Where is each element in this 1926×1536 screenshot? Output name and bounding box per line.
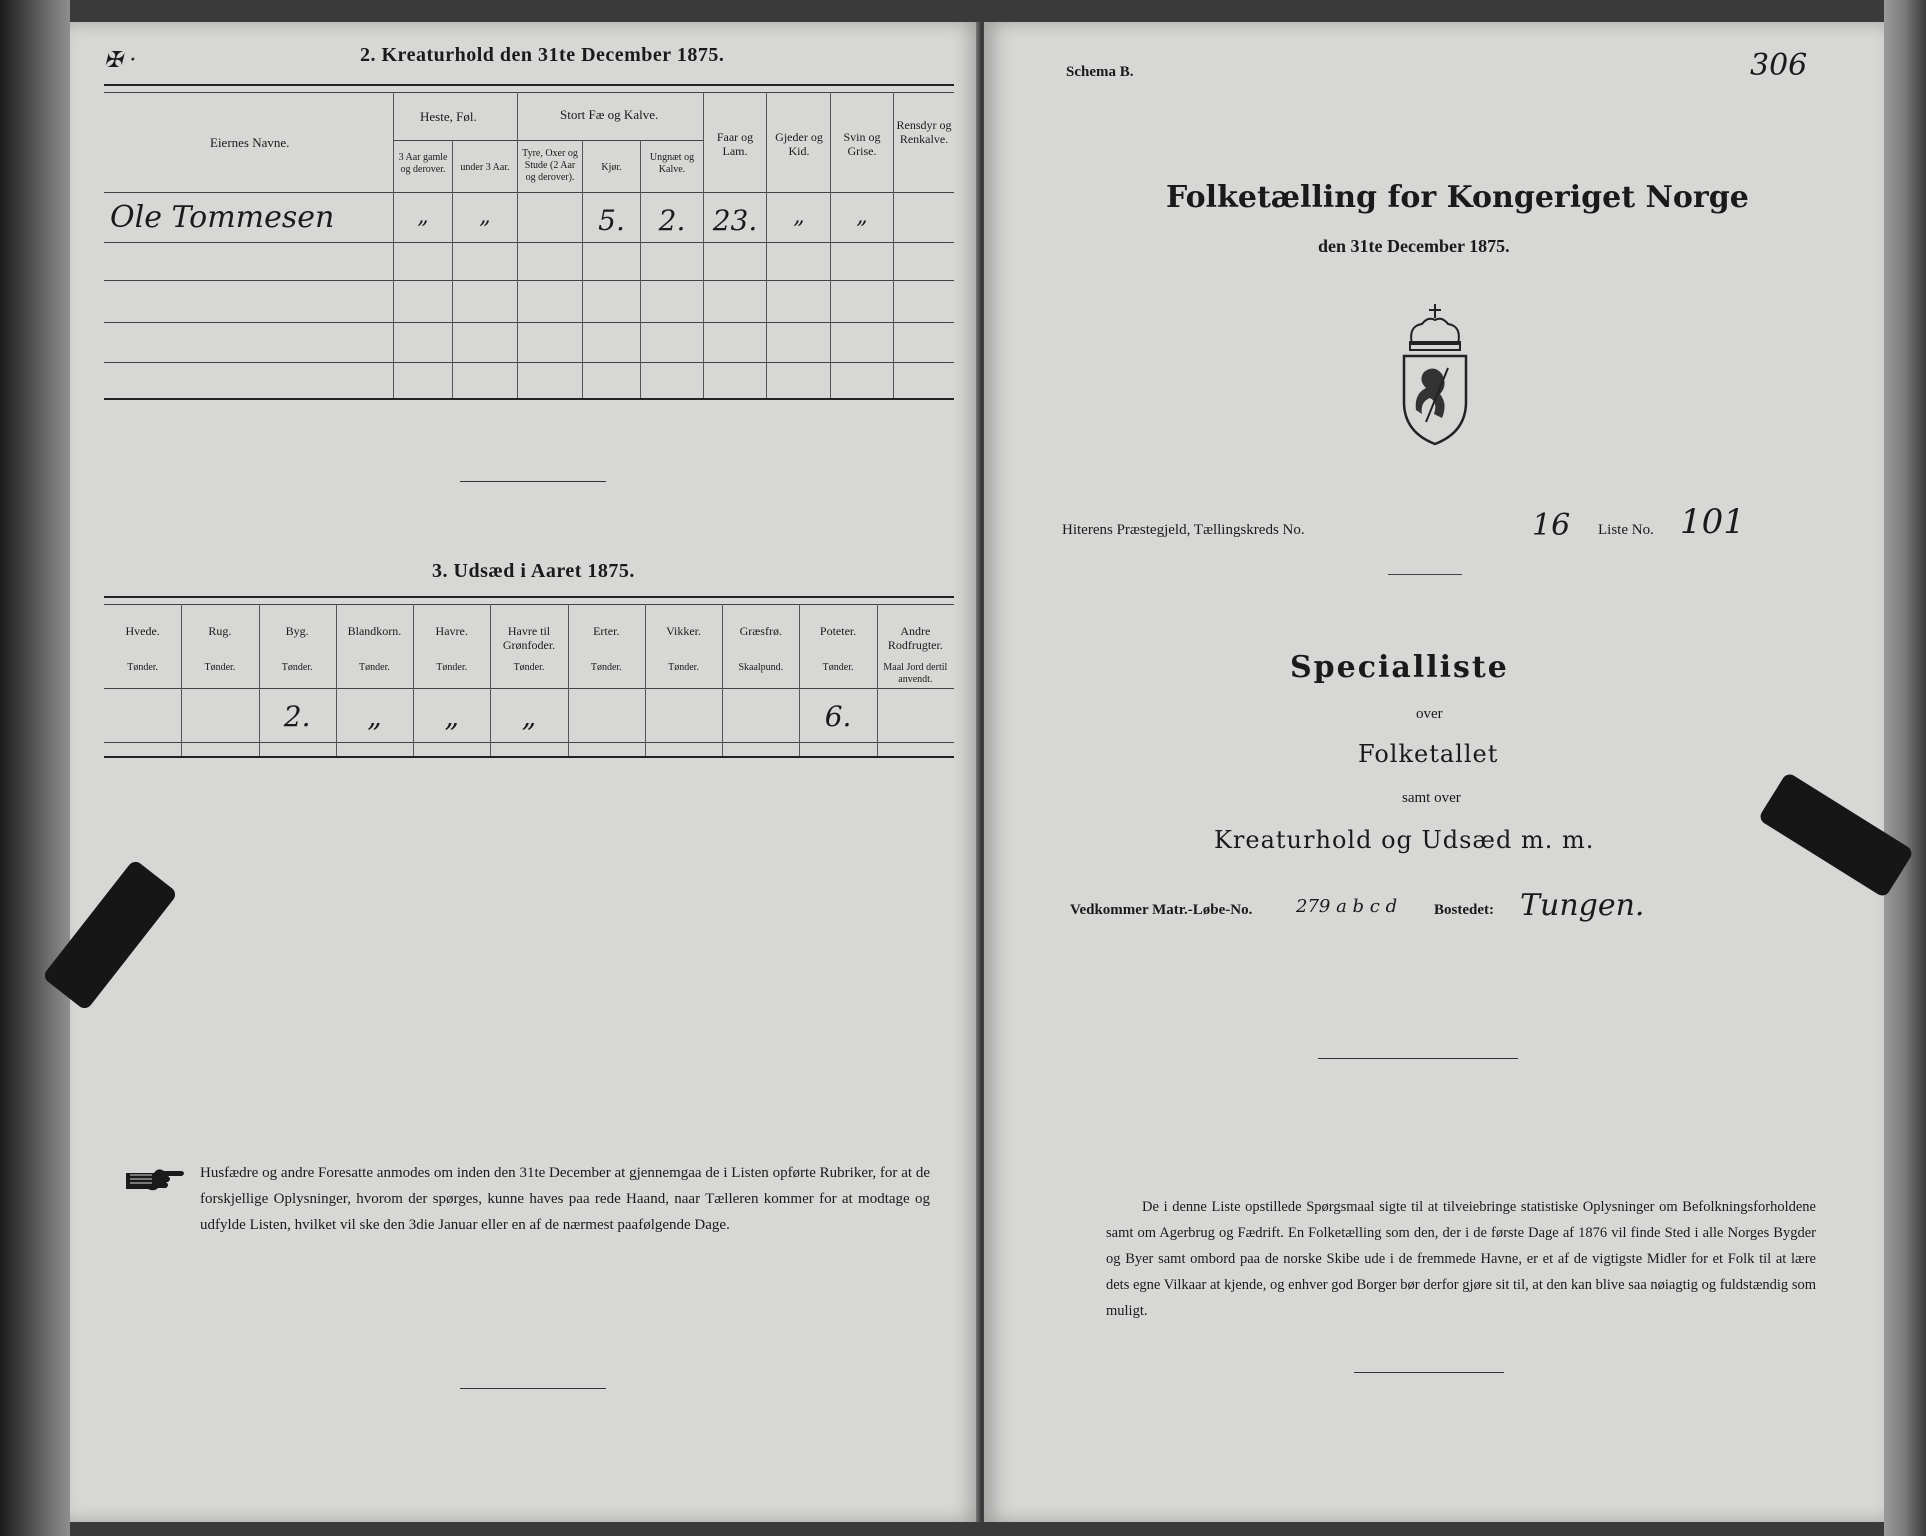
table3-top-rule-2 — [104, 604, 954, 605]
divider-right-3 — [1354, 1372, 1504, 1373]
udsaed-col-unit: Tønder. — [822, 662, 854, 673]
udsaed-col-unit: Tønder. — [359, 662, 390, 673]
table3-col-divider — [645, 604, 646, 756]
header-faar: Faar og Lam. — [716, 130, 754, 158]
header-rensdyr: Rensdyr og Renkalve. — [896, 118, 952, 146]
table2-col-divider — [640, 140, 641, 398]
table3-col-divider — [181, 604, 182, 756]
udsaed-cell: 6. — [824, 700, 852, 733]
pointing-hand-icon — [124, 1165, 186, 1193]
bosted-value: Tungen. — [1520, 888, 1645, 923]
udsaed-col-header: Erter. — [593, 624, 620, 638]
table3-col-divider — [336, 604, 337, 756]
page-number: 306 — [1750, 48, 1808, 83]
table2-row-rule — [104, 280, 954, 281]
divider-right-1 — [1388, 574, 1462, 575]
udsaed-col-header: Hvede. — [125, 624, 160, 638]
table2-col-divider — [393, 92, 394, 398]
table2-row-rule — [104, 362, 954, 363]
samt-over-label: samt over — [1402, 790, 1461, 806]
udsaed-cell: „ — [444, 700, 459, 733]
norway-coat-of-arms-icon — [1390, 302, 1480, 446]
table2-col-divider — [766, 92, 767, 398]
udsaed-col-unit: Tønder. — [204, 662, 236, 673]
table2-col-divider — [582, 140, 583, 398]
udsaed-col-header: Græsfrø. — [739, 624, 782, 638]
header-heste-under3: under 3 Aar. — [460, 162, 510, 173]
udsaed-cell: „ — [367, 700, 382, 733]
header-gjeder: Gjeder og Kid. — [775, 130, 823, 158]
table3-col-divider — [413, 604, 414, 756]
udsaed-col-unit: Tønder. — [281, 662, 313, 673]
sub-title: den 31te December 1875. — [1318, 236, 1510, 256]
divider-short-bottom — [460, 1388, 606, 1389]
liste-number: 101 — [1680, 502, 1745, 542]
divider-short — [460, 481, 606, 482]
udsaed-col-header: Rug. — [208, 624, 232, 638]
udsaed-col-unit: Tønder. — [127, 662, 159, 673]
table2-col-divider — [452, 140, 453, 398]
header-owner: Eiernes Navne. — [210, 135, 290, 150]
udsaed-col-header: Blandkorn. — [347, 624, 402, 638]
table2-row-rule — [104, 242, 954, 243]
matr-value: 279 a b c d — [1296, 896, 1398, 917]
header-heste: Heste, Føl. — [420, 109, 477, 124]
schema-label: Schema B. — [1066, 64, 1134, 80]
table2-col-divider — [703, 92, 704, 398]
heste-group-rule — [393, 140, 517, 141]
udsaed-col-header: Byg. — [285, 624, 309, 638]
udsaed-col-header: Vikker. — [666, 624, 702, 638]
section3-title: 3. Udsæd i Aaret 1875. — [432, 560, 635, 582]
header-heste-3aar: 3 Aar gamle og derover. — [398, 152, 448, 175]
header-storfe-tyre: Tyre, Oxer og Stude (2 Aar og derover). — [522, 148, 578, 183]
section2-title: 2. Kreaturhold den 31te December 1875. — [360, 44, 725, 66]
table3-bottom-rule — [104, 756, 954, 758]
udsaed-col-unit: Tønder. — [513, 662, 545, 673]
cell-gjeder: „ — [793, 204, 805, 229]
table2-top-rule — [104, 84, 954, 86]
table2-bottom-rule — [104, 398, 954, 400]
cell-storfe-kjor: 5. — [598, 204, 625, 237]
table3-row-rule — [104, 742, 954, 743]
header-storfe-ungnaet: Ungnæt og Kalve. — [649, 152, 695, 175]
udsaed-col-unit: Maal Jord dertil anvendt. — [883, 662, 948, 685]
table3-col-divider — [799, 604, 800, 756]
divider-right-2 — [1318, 1058, 1518, 1059]
table2-header-rule — [104, 192, 954, 193]
cell-storfe-ungnaet: 2. — [658, 204, 686, 237]
folketallet-label: Folketallet — [1358, 740, 1499, 768]
matr-label: Vedkommer Matr.-Løbe-No. — [1070, 902, 1253, 918]
table3-col-divider — [877, 604, 878, 756]
left-page — [70, 22, 980, 1522]
cell-heste-under3: „ — [479, 204, 491, 229]
table2-col-divider — [893, 92, 894, 398]
udsaed-col-unit: Skaalpund. — [738, 662, 784, 673]
udsaed-cell: 2. — [283, 700, 311, 733]
udsaed-col-unit: Tønder. — [590, 662, 622, 673]
cell-svin: „ — [856, 204, 868, 229]
book-edge-right — [1884, 0, 1926, 1536]
header-storfe-kjor: Kjør. — [601, 162, 622, 173]
book-edge-left — [0, 0, 70, 1536]
owner-name: Ole Tommesen — [110, 200, 335, 235]
udsaed-col-header: Poteter. — [819, 624, 857, 638]
main-title: Folketælling for Kongeriget Norge — [1166, 180, 1749, 215]
udsaed-cell: „ — [521, 700, 537, 733]
table2-row-rule — [104, 322, 954, 323]
cell-heste-3aar: „ — [417, 204, 429, 229]
table2-col-divider — [517, 92, 518, 398]
liste-label: Liste No. — [1598, 522, 1654, 538]
table3-top-rule — [104, 596, 954, 598]
table3-header-rule — [104, 688, 954, 689]
cell-faar: 23. — [712, 204, 758, 237]
notice-text: Husfædre og andre Foresatte anmodes om inden den 31te December at gjennemgaa de i Listen opførte Rubriker, for at de forskjellige Oplysninger, hvorom der spørges, kunne haves paa rede Haand, naar Tælleren kommer for at modtage og udfylde Listen, hvilket vil ske den 3die Januar eller en af de nærmest paafølgende Dage. — [200, 1165, 930, 1233]
intro-paragraph: De i denne Liste opstillede Spørgsmaal sigte til at tilveiebringe statistiske Oplysninger om Befolkningsforholdene samt om Agerbrug og Fædrift. En Folketælling som den, der i de første Dage af 1876 vil finde Sted i alle Norges Bygder og Byer samt ombord paa de norske Skibe ude i de fremmede Havne, er et af de vigtigste Midler for et Folk til at lære dets egne Vilkaar at kjende, og enhver god Borger bør derfor gjøre sit til, at den kan blive saa nøiagtig og fuldstændig som muligt. — [1106, 1199, 1816, 1319]
udsaed-col-header: Havre. — [435, 624, 468, 638]
header-storfe: Stort Fæ og Kalve. — [560, 107, 659, 122]
table3-col-divider — [568, 604, 569, 756]
table2-col-divider — [830, 92, 831, 398]
table3-col-divider — [722, 604, 723, 756]
specialliste-title: Specialliste — [1290, 650, 1509, 685]
over-label: over — [1416, 706, 1443, 722]
storfe-group-rule — [517, 140, 703, 141]
udsaed-col-header: Andre Rodfrugter. — [887, 624, 943, 652]
table3-col-divider — [490, 604, 491, 756]
udsaed-col-unit: Tønder. — [436, 662, 468, 673]
corner-mark: ✠ · — [104, 48, 137, 73]
udsaed-col-unit: Tønder. — [668, 662, 699, 673]
table3-col-divider — [259, 604, 260, 756]
parish-label: Hiterens Præstegjeld, Tællingskreds No. — [1062, 522, 1305, 538]
udsaed-col-header: Havre til Grønfoder. — [502, 624, 556, 652]
parish-number: 16 — [1532, 508, 1571, 543]
kreaturhold-label: Kreaturhold og Udsæd m. m. — [1214, 826, 1595, 854]
header-svin: Svin og Grise. — [843, 130, 881, 158]
table2-top-rule-2 — [104, 92, 954, 93]
bosted-label: Bostedet: — [1434, 902, 1494, 918]
